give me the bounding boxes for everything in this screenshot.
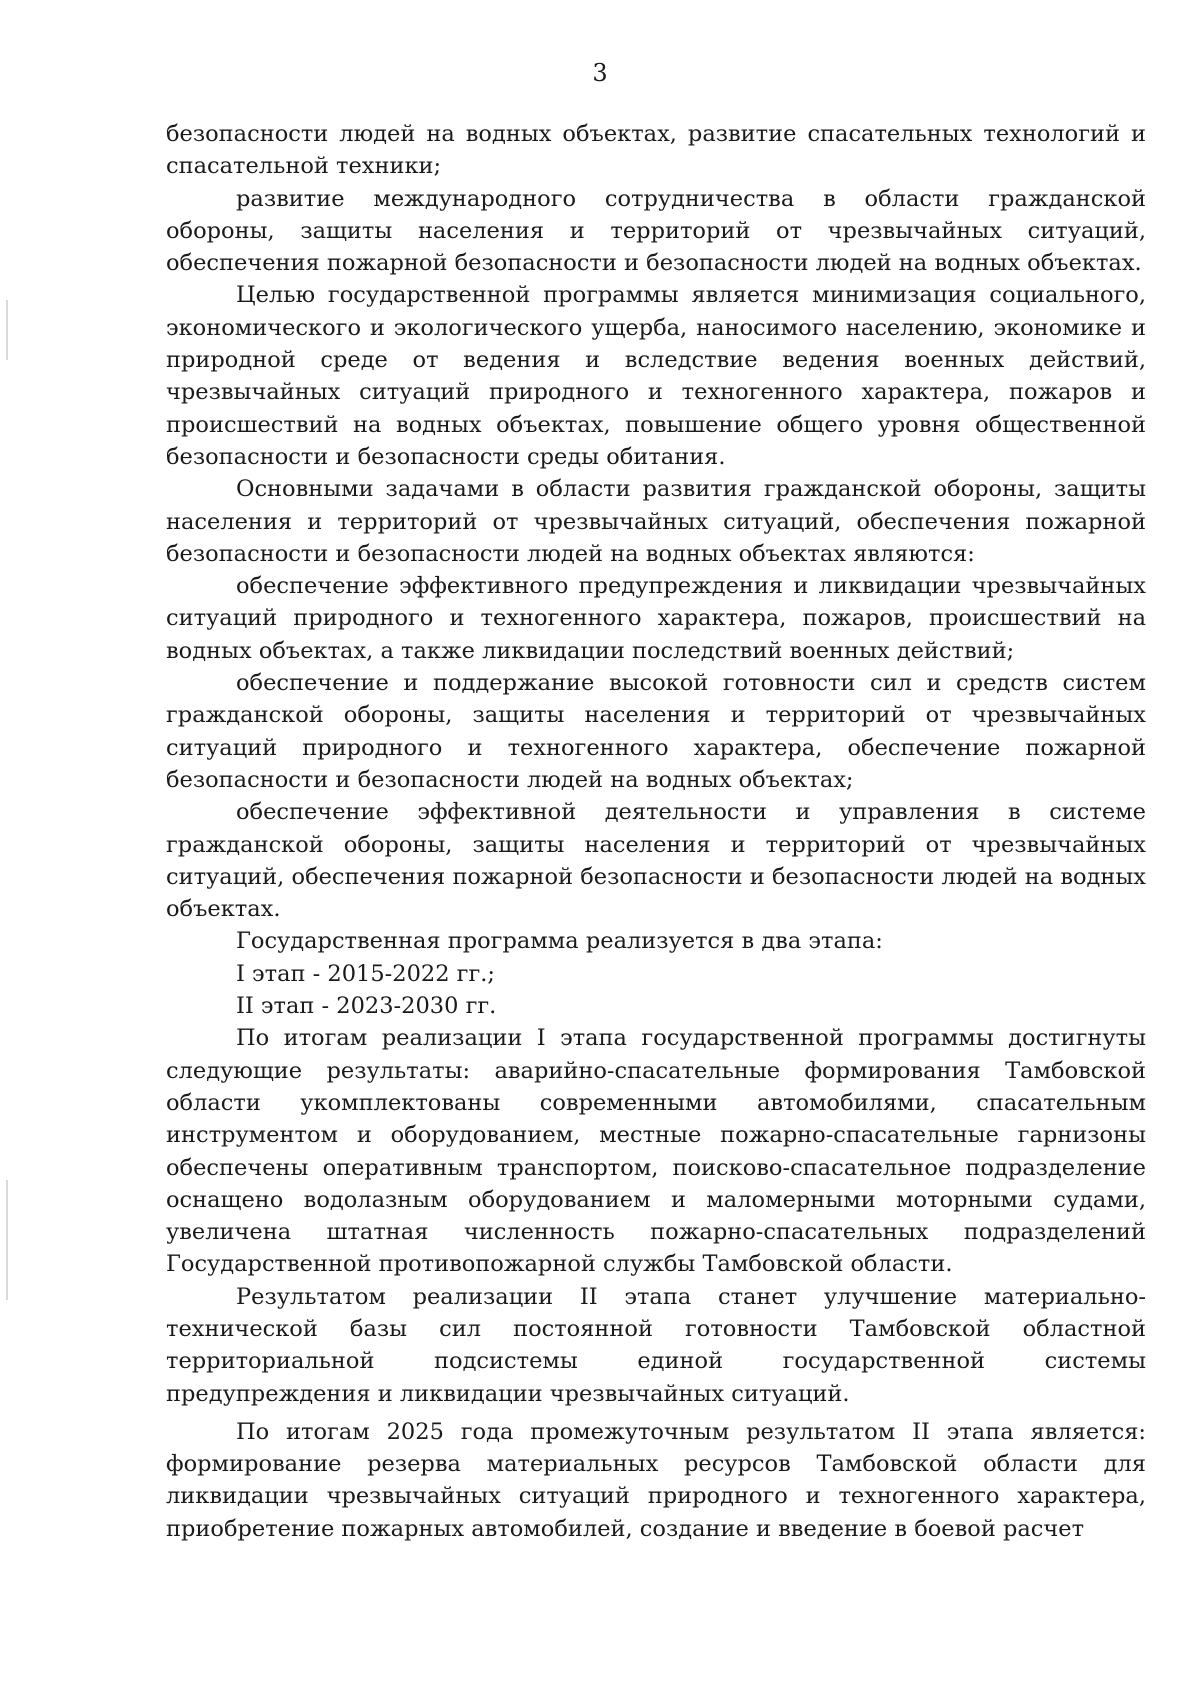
paragraph: обеспечение эффективного предупреждения и ликвидации чрезвычайных ситуаций природного и техногенного характера, пожаров, происшествий на водных объектах, а также ликвидации последствий военных действий; (166, 573, 1146, 664)
paragraph: безопасности людей на водных объектах, развитие спасательных технологий и спасательной техники; (166, 121, 1146, 180)
paragraph: Целью государственной программы является минимизация социального, экономического и экологического ущерба, наносимого населению, экономике и природной среде от ведения и вследствие ведения военных действий, чрезвычайных ситуаций природного и техногенного характера, пожаров и происшествий на водных объектах, повышение общего уровня общественной безопасности и безопасности среды обитания. (166, 282, 1146, 470)
paragraph: Результатом реализации II этапа станет улучшение материально-технической базы сил постоянной готовности Тамбовской областной территориальной подсистемы единой государственной системы предупреждения и ликвидации чрезвычайных ситуаций. (166, 1283, 1146, 1407)
scan-edge-mark (6, 1180, 8, 1300)
paragraph: обеспечение эффективной деятельности и управления в системе гражданской обороны, защиты населения и территорий от чрезвычайных ситуаций, обеспечения пожарной безопасности и безопасности людей на водных объектах. (166, 799, 1146, 923)
paragraph: По итогам 2025 года промежуточным результатом II этапа является: формирование резерва материальных ресурсов Тамбовской области для ликвидации чрезвычайных ситуаций природного и техногенного характера, приобретение пожарных автомобилей, создание и введение в боевой расчет (166, 1418, 1146, 1542)
paragraph: Государственная программа реализуется в два этапа: (236, 928, 883, 955)
paragraph: II этап - 2023-2030 гг. (236, 993, 497, 1020)
paragraph: I этап - 2015-2022 гг.; (236, 960, 495, 987)
paragraph: развитие международного сотрудничества в области гражданской обороны, защиты населения и территорий от чрезвычайных ситуаций, обеспечения пожарной безопасности и безопасности людей на водных объектах. (166, 185, 1146, 277)
paragraph: По итогам реализации I этапа государственной программы достигнуты следующие результаты: аварийно-спасательные формирования Тамбовской области укомплектованы современными автомобилями, спасательным инструментом и оборудованием, местные пожарно-спасательные гарнизоны обеспечены оперативным транспортом, поисково-спасательное подразделение оснащено водолазным оборудованием и маломерными моторными судами, увеличена штатная численность пожарно-спасательных подразделений Государственной противопожарной службы Тамбовской области. (166, 1025, 1146, 1278)
scan-edge-mark (6, 300, 8, 360)
page-number: 3 (592, 59, 608, 87)
paragraph: Основными задачами в области развития гражданской обороны, защиты населения и территорий от чрезвычайных ситуаций, обеспечения пожарной безопасности и безопасности людей на водных объектах являются: (166, 476, 1146, 567)
paragraph: обеспечение и поддержание высокой готовности сил и средств систем гражданской обороны, защиты населения и территорий от чрезвычайных ситуаций природного и техногенного характера, обеспечение пожарной безопасности и безопасности людей на водных объектах; (166, 670, 1146, 793)
document-body (166, 118, 1146, 1545)
